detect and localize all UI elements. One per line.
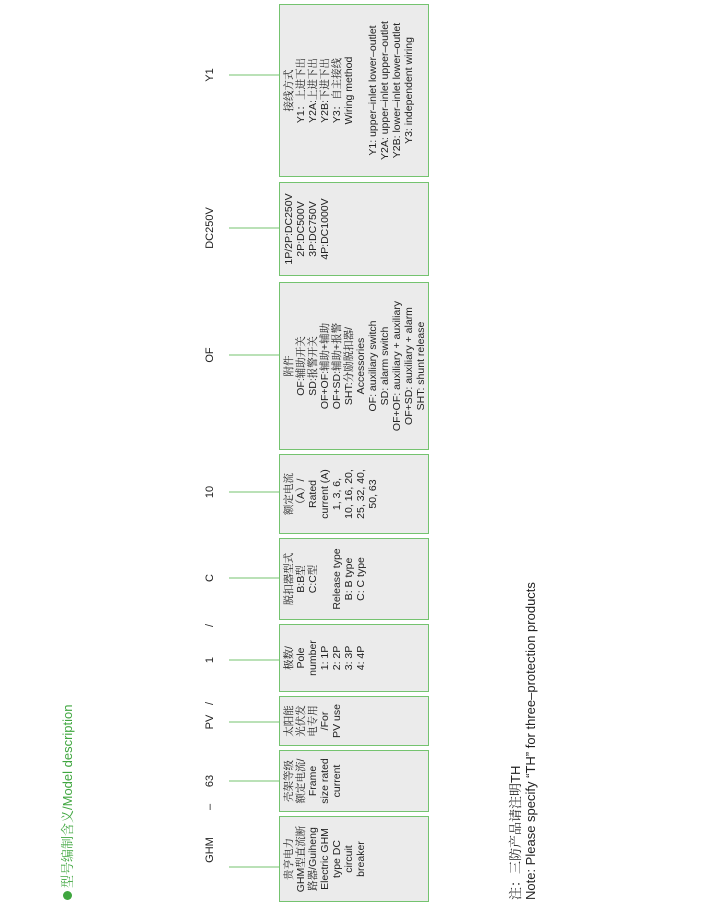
box-pv: 太阳能 光伏发 电专用 /For PV use <box>279 696 429 746</box>
box-ghm: 贵亨电力 GHM型直流断 路器/Guiheng Electric GHM type DC circuit breaker <box>279 816 429 902</box>
box-wiring: 接线方式 Y1：上进下出 Y2A:上进下出 Y2B:下进下出 Y3：自主接线 Wiring method Y1: upper–inlet lower–outlet Y2A: upper–inlet upper–outlet Y2B: lower–inlet lower–outlet Y3: independent wiring <box>279 4 429 177</box>
separator-3: / <box>204 623 216 627</box>
separator-1: – <box>204 803 216 810</box>
note-en: Note: Please specify “TH” for three–protection products <box>523 582 538 900</box>
box-accessory: 附件 OF:辅助开关 SD:报警开关 OF+OF:辅助+辅助 OF+SD:辅助+报警 SHT:分励脱扣器/ Accessories OF: auxiliary switch SD: alarm switch OF+OF: auxiliary + auxiliary OF+SD: auxiliary + alarm SHT: shunt release <box>279 282 429 450</box>
code-frame: 63 <box>204 774 216 788</box>
separator-2: / <box>204 701 216 705</box>
code-pv: PV <box>204 714 216 730</box>
box-voltage: 1P/2P:DC250V 2P:DC500V 3P:DC750V 4P:DC1000V <box>279 182 429 276</box>
code-release: C <box>204 574 216 582</box>
code-ghm: GHM <box>204 837 216 863</box>
section-title: 型号编制含义/Model description <box>57 705 76 901</box>
code-voltage: DC250V <box>204 207 216 249</box>
code-wiring: Y1 <box>204 68 216 82</box>
note <box>508 582 538 900</box>
code-current: 10 <box>204 485 216 499</box>
box-current: 额定电流 （A）/ Rated current (A) 1, 3, 6, 10, 16, 20, 25, 32, 40, 50, 63 <box>279 454 429 534</box>
note-cn: 注：三防产品请注明TH <box>508 765 523 900</box>
code-pole: 1 <box>204 656 216 664</box>
box-frame: 壳架等级 额定电流/ Frame size rated current <box>279 750 429 812</box>
box-pole: 极数/ Pole number 1: 1P 2: 2P 3: 3P 4: 4P <box>279 624 429 692</box>
code-accessory: OF <box>204 347 216 363</box>
box-release: 脱扣器型式 B:B型 C:C型 Release type B: B type C: C type <box>279 538 429 620</box>
